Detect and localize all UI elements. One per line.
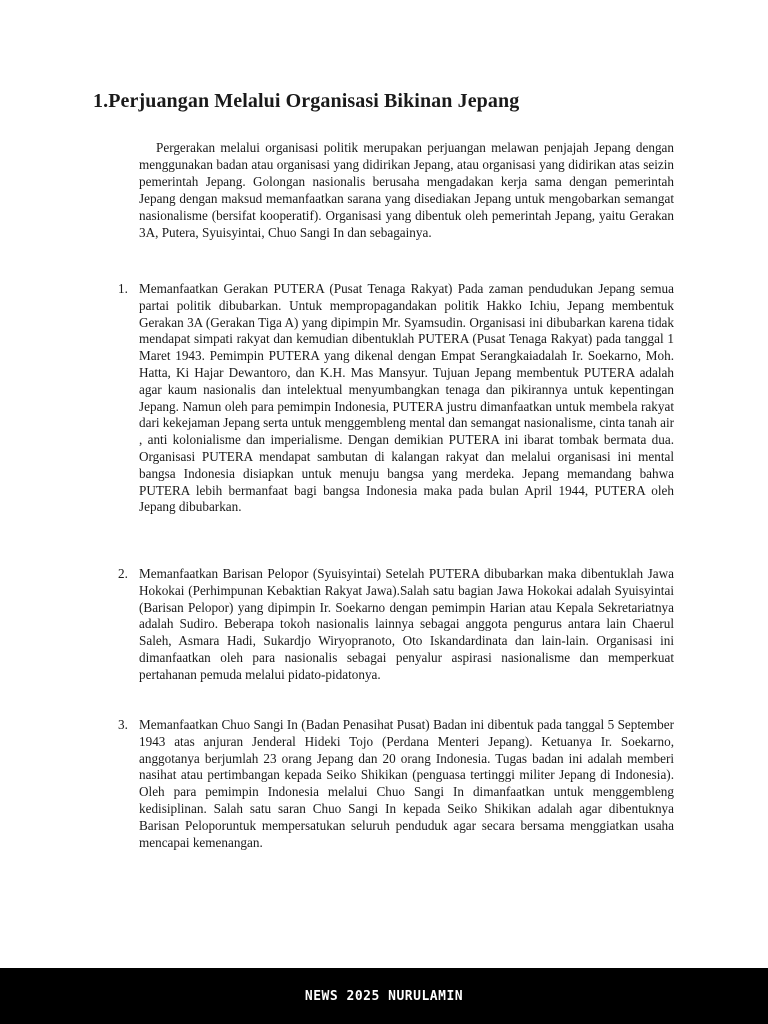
list-item-text: Memanfaatkan Barisan Pelopor (Syuisyintai) Setelah PUTERA dibubarkan maka dibentuklah Jawa Hokokai (Perhimpunan Kebaktian Rakyat Jawa).Salah satu bagian Jawa Hokokai adalah Syuisyintai (Barisan Pelopor) yang dipimpin Ir. Soekarno dengan pemimpin Harian atau Kepala Sekretariatnya adalah Sudiro. Beberapa tokoh nasionalis lainnya sebagai anggota pengurus antara lain Chaerul Saleh, Asmara Hadi, Sukardjo Wiryopranoto, Oto Iskandardinata dan lain-lain. Organisasi ini dimanfaatkan oleh para nasionalis sebagai penyalur aspirasi nasionalisme dan memperkuat pertahanan pemuda melalui pidato-pidatonya. <box>139 566 674 682</box>
list-item <box>118 281 675 516</box>
list-item-number: 3. <box>118 717 128 732</box>
list-item-text: Memanfaatkan Chuo Sangi In (Badan Penasihat Pusat) Badan ini dibentuk pada tanggal 5 September 1943 atas anjuran Jenderal Hideki Tojo (Perdana Menteri Jepang). Ketuanya Ir. Soekarno, anggotanya berjumlah 23 orang Jepang dan 20 orang Indonesia. Tugas badan ini adalah memberi nasihat atau pertimbangan kepada Seiko Shikikan (penguasa tertinggi militer Jepang di Indonesia). Oleh para pemimpin Indonesia melalui Chuo Sangi In dimanfaatkan untuk menggembleng kedisiplinan. Salah satu saran Chuo Sangi In kepada Seiko Shikikan adalah agar dibentuknya Barisan Peloporuntuk mempersatukan seluruh penduduk agar secara bersama menggiatkan usaha mencapai kemenangan. <box>139 717 674 850</box>
list-item-number: 1. <box>118 281 128 296</box>
list-item-number: 2. <box>118 566 128 581</box>
intro-paragraph: Pergerakan melalui organisasi politik merupakan perjuangan melawan penjajah Jepang dengan menggunakan badan atau organisasi yang didirikan Jepang, atau organisasi yang didirikan atas seizin pemerintah Jepang. Golongan nasionalis berusaha mengadakan kerja sama dengan pemerintah Jepang dengan maksud memanfaatkan sarana yang disediakan Jepang untuk mengobarkan semangat nasionalisme (bersifat kooperatif). Organisasi yang dibentuk oleh pemerintah Jepang, yaitu Gerakan 3A, Putera, Syuisyintai, Chuo Sangi In dan sebagainya. <box>139 140 674 240</box>
list-item <box>118 717 674 851</box>
section-heading: 1.Perjuangan Melalui Organisasi Bikinan Jepang <box>93 90 520 112</box>
list-item <box>118 566 674 684</box>
footer-credit: NEWS 2025 NURULAMIN <box>304 988 464 1004</box>
list-item-text: Memanfaatkan Gerakan PUTERA (Pusat Tenaga Rakyat) Pada zaman pendudukan Jepang semua partai politik dibubarkan. Untuk mempropagandakan politik Hakko Ichiu, Jepang membentuk Gerakan 3A (Gerakan Tiga A) yang dipimpin Mr. Syamsudin. Organisasi ini dibubarkan karena tidak mendapat simpati rakyat dan kemudian dibentuklah PUTERA (Pusat Tenaga Rakyat) pada tanggal 1 Maret 1943. Pemimpin PUTERA yang dikenal dengan Empat Serangkaiadalah Ir. Soekarno, Moh. Hatta, Ki Hajar Dewantoro, dan K.H. Mas Mansyur. Tujuan Jepang membentuk PUTERA adalah agar kaum nasionalis dan intelektual menyumbangkan tenaga dan pikirannya untuk kepentingan Jepang. Namun oleh para pemimpin Indonesia, PUTERA justru dimanfaatkan untuk membela rakyat dari kekejaman Jepang serta untuk menggembleng mental dan semangat nasionalisme, cinta tanah air , anti kolonialisme dan imperialisme. Dengan demikian PUTERA ini ibarat tombak bermata dua. Organisasi PUTERA mendapat sambutan di kalangan rakyat dan melalui organisasi ini mental bangsa Indonesia disiapkan untuk menuju bangsa yang merdeka. Jepang memandang bahwa PUTERA lebih bermanfaat bagi bangsa Indonesia maka pada bulan April 1944, PUTERA oleh Jepang dibubarkan. <box>139 281 675 515</box>
footer-bar <box>0 968 768 1024</box>
